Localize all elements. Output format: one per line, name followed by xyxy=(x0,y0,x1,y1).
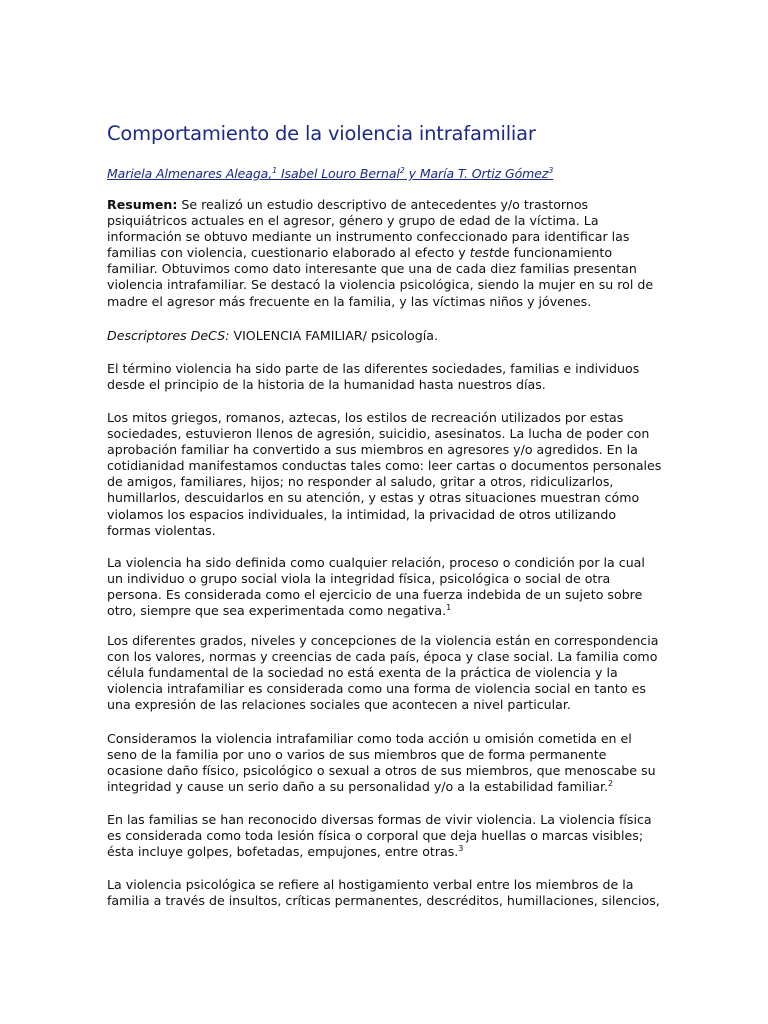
text-line: Los diferentes grados, niveles y concepciones de la violencia están en correspondencia xyxy=(107,633,659,648)
text-line xyxy=(107,779,667,795)
text-line: Los mitos griegos, romanos, aztecas, los estilos de recreación utilizados por estas xyxy=(107,410,624,425)
article-title: Comportamiento de la violencia intrafamiliar xyxy=(107,122,536,145)
author-1-name: Mariela Almenares Aleaga, xyxy=(107,166,273,181)
text-line: formas violentas. xyxy=(107,522,216,538)
descriptors-value: VIOLENCIA FAMILIAR/ psicología. xyxy=(229,328,438,343)
text-run: familias con violencia, cuestionario elaborado al efecto y xyxy=(107,245,470,261)
body-paragraph-5 xyxy=(107,731,667,795)
test-term: test xyxy=(469,245,494,261)
text-run: Se realizó un estudio descriptivo de antecedentes y/o trastornos xyxy=(177,197,589,212)
reference-marker: 3 xyxy=(458,844,464,853)
text-line: cotidianidad manifestamos conductas tales como: leer cartas o documentos personales xyxy=(107,458,662,474)
text-line: violencia intrafamiliar. Se destacó la violencia psicológica, siendo la mujer en su rol de xyxy=(107,277,654,293)
descriptors-label: Descriptores DeCS: xyxy=(107,328,230,343)
text-run: ésta incluye golpes, bofetadas, empujones, entre otras. xyxy=(107,844,459,860)
author-3-ref: 3 xyxy=(548,165,554,175)
text-line: humillarlos, descuidarlos en su atención, y estas y otras situaciones muestran cómo xyxy=(107,490,640,506)
text-line: Consideramos la violencia intrafamiliar como toda acción u omisión cometida en el xyxy=(107,731,632,746)
text-line: seno de la familia por uno o varios de sus miembros que de forma permanente xyxy=(107,747,607,763)
text-line: En las familias se han reconocido diversas formas de vivir violencia. La violencia física xyxy=(107,812,652,827)
text-line: ocasione daño físico, psicológico o sexual a otros de sus miembros, que menoscabe su xyxy=(107,763,656,779)
author-separator: y xyxy=(404,166,420,181)
text-line xyxy=(107,328,667,344)
text-line: desde el principio de la historia de la humanidad hasta nuestros días. xyxy=(107,377,546,393)
text-run: integridad y cause un serio daño a su personalidad y/o a la estabilidad familiar. xyxy=(107,779,609,795)
text-line: con los valores, normas y creencias de cada país, época y clase social. La familia como xyxy=(107,649,658,665)
text-line: violamos los espacios individuales, la intimidad, la privacidad de otros utilizando xyxy=(107,506,617,522)
descriptors-paragraph xyxy=(107,328,667,344)
body-paragraph-1 xyxy=(107,361,667,393)
body-paragraph-2 xyxy=(107,410,667,539)
text-line: persona. Es considerada como el ejercicio de una fuerza indebida de un sujeto sobre xyxy=(107,587,643,603)
text-line: familiar. Obtuvimos como dato interesante que una de cada diez familias presentan xyxy=(107,261,637,277)
text-line: aprobación familiar ha convertido a sus miembros en agresores y/o agredidos. En la xyxy=(107,442,638,458)
author-2-ref: 2 xyxy=(399,165,405,175)
text-line: de amigos, familiares, hijos; no responder al saludo, gritar a otros, ridiculizarlos, xyxy=(107,474,614,490)
text-line: psiquiátricos actuales en el agresor, género y grupo de edad de la víctima. La xyxy=(107,213,599,229)
text-line: información se obtuvo mediante un instrumento confeccionado para identificar las xyxy=(107,229,630,245)
author-link[interactable] xyxy=(107,166,553,181)
text-run: de funcionamiento xyxy=(493,245,613,261)
text-line: La violencia psicológica se refiere al hostigamiento verbal entre los miembros de la xyxy=(107,877,634,892)
text-line: El término violencia ha sido parte de las diferentes sociedades, familias e individuos xyxy=(107,361,640,376)
text-line xyxy=(107,245,667,261)
text-line xyxy=(107,844,667,860)
author-3-name: María T. Ortiz Gómez xyxy=(419,166,549,181)
body-paragraph-4 xyxy=(107,633,667,713)
text-line: violencia intrafamiliar es considerada como una forma de violencia social en tanto es xyxy=(107,681,646,697)
text-line: es considerada como toda lesión física o corporal que deja huellas o marcas visibles; xyxy=(107,828,644,844)
text-line: un individuo o grupo social viola la integridad física, psicológica o social de otra xyxy=(107,571,611,587)
abstract-paragraph xyxy=(107,197,667,310)
text-line: madre el agresor más frecuente en la familia, y las víctimas niños y jóvenes. xyxy=(107,293,592,309)
text-line: célula fundamental de la sociedad no está exenta de la práctica de violencia y la xyxy=(107,665,618,681)
text-line xyxy=(107,197,667,213)
author-1-ref: 1 xyxy=(272,165,278,175)
text-line xyxy=(107,603,667,619)
body-paragraph-3 xyxy=(107,555,667,619)
text-line: familia a través de insultos, críticas permanentes, descréditos, humillaciones, silencios, xyxy=(107,893,660,909)
author-2-name: Isabel Louro Bernal xyxy=(277,166,400,181)
text-line: La violencia ha sido definida como cualquier relación, proceso o condición por la cual xyxy=(107,555,645,570)
body-paragraph-6 xyxy=(107,812,667,860)
text-line: una expresión de las relaciones sociales que acontecen a nivel particular. xyxy=(107,697,571,713)
body-paragraph-7 xyxy=(107,877,667,909)
abstract-label: Resumen: xyxy=(107,197,178,212)
author-line xyxy=(107,166,553,181)
text-run: otro, siempre que sea experimentada como negativa. xyxy=(107,603,447,619)
reference-marker: 2 xyxy=(608,779,614,789)
reference-marker: 1 xyxy=(446,603,452,613)
text-line: sociedades, estuvieron llenos de agresión, suicidio, asesinatos. La lucha de poder con xyxy=(107,426,650,442)
